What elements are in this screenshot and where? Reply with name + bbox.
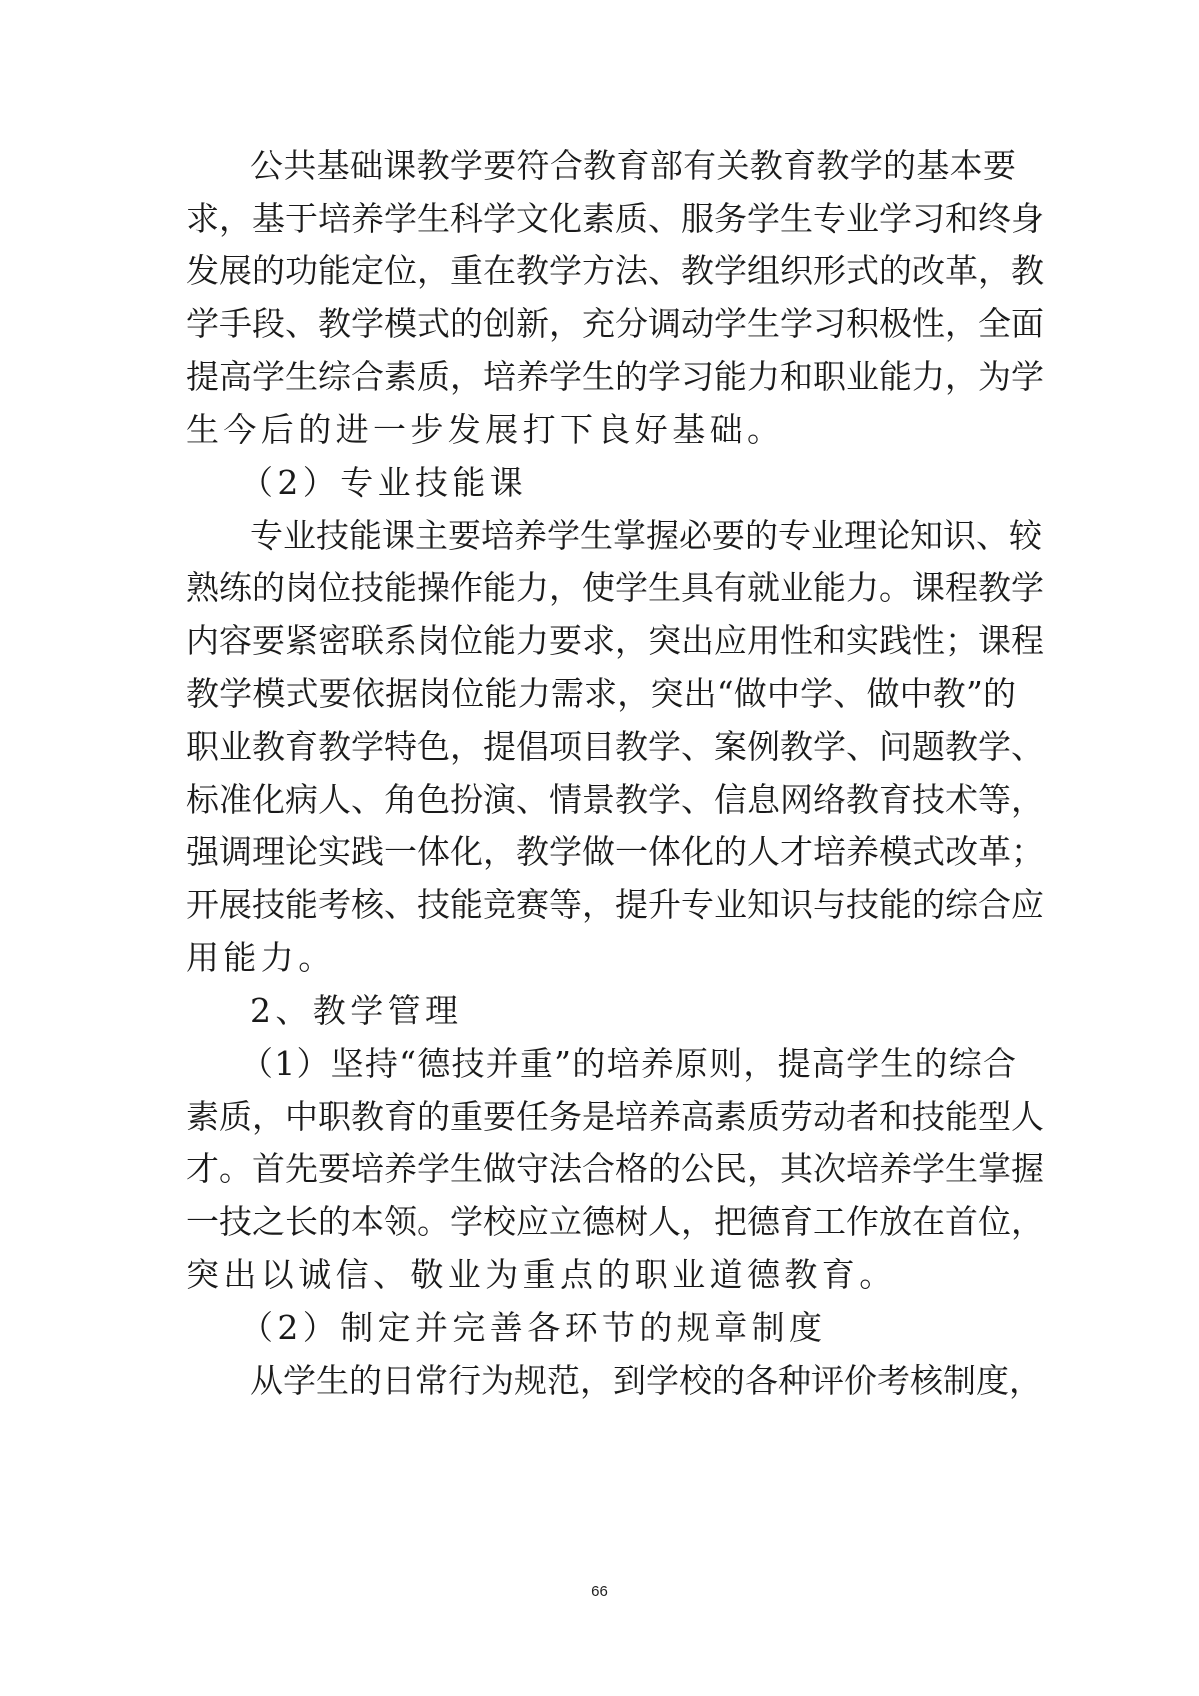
section-heading: （2）专业技能课 [240, 463, 528, 502]
text-line: 强调理论实践一体化，教学做一体化的人才培养模式改革； [186, 832, 1044, 871]
text-line: 用能力。 [186, 938, 336, 977]
text-line: 提高学生综合素质，培养学生的学习能力和职业能力，为学 [186, 357, 1044, 396]
text-line: 发展的功能定位，重在教学方法、教学组织形式的改革，教 [186, 251, 1044, 290]
text-line: 从学生的日常行为规范，到学校的各种评价考核制度， [250, 1361, 1042, 1400]
text-line: 职业教育教学特色，提倡项目教学、案例教学、问题教学、 [186, 727, 1044, 766]
text-line: 标准化病人、角色扮演、情景教学、信息网络教育技术等， [186, 780, 1044, 819]
section-heading: （2）制定并完善各环节的规章制度 [240, 1308, 827, 1347]
text-line: 开展技能考核、技能竞赛等，提升专业知识与技能的综合应 [186, 885, 1044, 924]
text-line: （1）坚持“德技并重”的培养原则，提高学生的综合 [240, 1044, 1016, 1083]
text-line: 一技之长的本领。学校应立德树人，把德育工作放在首位， [186, 1202, 1044, 1241]
text-line: 教学模式要依据岗位能力需求，突出“做中学、做中教”的 [186, 674, 1016, 713]
page-number: 66 [591, 1583, 608, 1600]
text-line: 求，基于培养学生科学文化素质、服务学生专业学习和终身 [186, 199, 1044, 238]
text-line: 生今后的进一步发展打下良好基础。 [186, 410, 785, 449]
text-line: 素质，中职教育的重要任务是培养高素质劳动者和技能型人 [186, 1097, 1044, 1136]
text-line: 熟练的岗位技能操作能力，使学生具有就业能力。课程教学 [186, 568, 1044, 607]
section-heading: 2、教学管理 [250, 991, 463, 1030]
text-line: 才。首先要培养学生做守法合格的公民，其次培养学生掌握 [186, 1149, 1044, 1188]
text-line: 公共基础课教学要符合教育部有关教育教学的基本要 [250, 146, 1016, 185]
text-line: 内容要紧密联系岗位能力要求，突出应用性和实践性；课程 [186, 621, 1044, 660]
text-line: 专业技能课主要培养学生掌握必要的专业理论知识、较 [250, 516, 1042, 555]
text-line: 突出以诚信、敬业为重点的职业道德教育。 [186, 1255, 897, 1294]
text-line: 学手段、教学模式的创新，充分调动学生学习积极性，全面 [186, 304, 1044, 343]
